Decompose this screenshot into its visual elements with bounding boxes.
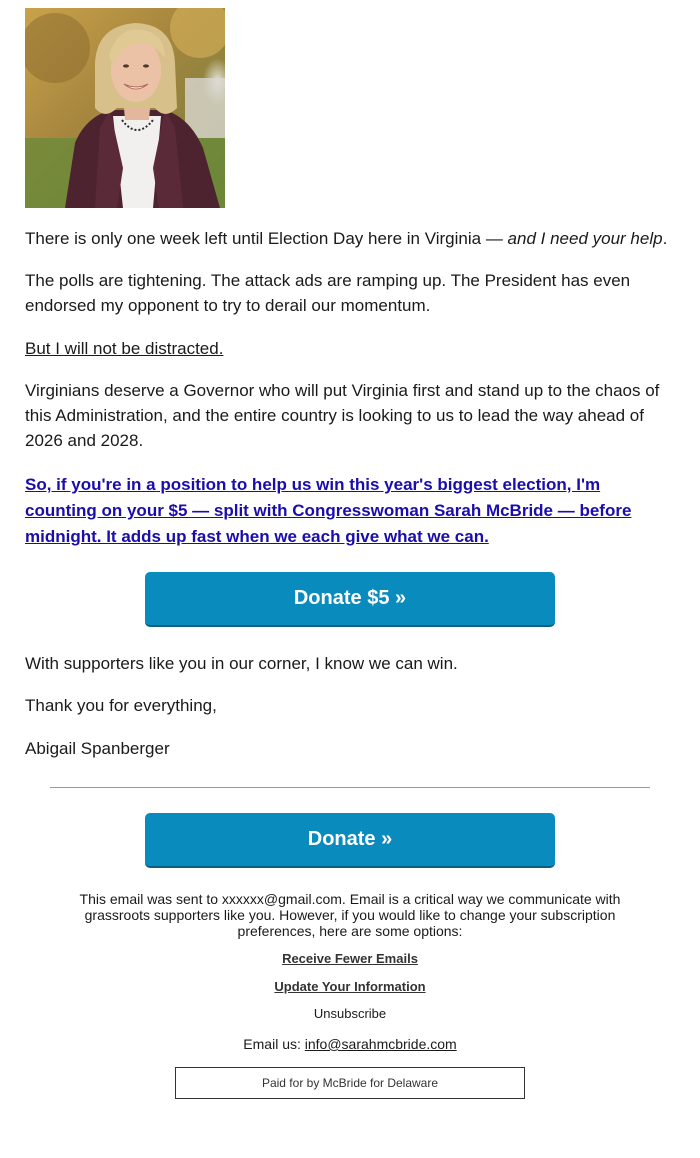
intro-emphasis: and I need your help: [507, 229, 663, 248]
supporters-paragraph: With supporters like you in our corner, I know we can win.: [25, 654, 458, 673]
contact-email-link[interactable]: info@sarahmcbride.com: [304, 1036, 457, 1052]
candidate-portrait-image: [25, 8, 225, 208]
signature: Abigail Spanberger: [25, 739, 170, 758]
update-information-link[interactable]: Update Your Information: [274, 979, 426, 994]
donation-ask-link[interactable]: So, if you're in a position to help us win this year's biggest election, I'm counting on your $5 — split with Congresswoman Sarah McBride — before midnight. It adds up fast when we each give what we can.: [25, 475, 632, 546]
intro-end: .: [662, 229, 668, 248]
virginians-paragraph: Virginians deserve a Governor who will put Virginia first and stand up to the chaos of this Administration, and the entire country is looking to us to lead the way ahead of 2026 and 2028.: [25, 381, 660, 450]
email-us-line: [0, 1036, 700, 1052]
divider: [50, 787, 650, 788]
polls-paragraph: The polls are tightening. The attack ads are ramping up. The President has even endorsed my opponent to try to derail our momentum.: [25, 271, 631, 315]
candidate-photo: [25, 8, 225, 208]
donate-button[interactable]: Donate »: [145, 813, 555, 868]
unsubscribe-link[interactable]: Unsubscribe: [313, 1006, 387, 1021]
intro-paragraph: [25, 226, 685, 251]
paid-for-disclaimer: Paid for by McBride for Delaware: [175, 1067, 525, 1099]
thank-you-paragraph: Thank you for everything,: [25, 696, 217, 715]
footer-notice: This email was sent to xxxxxx@gmail.com. Email is a critical way we communicate with grassroots supporters like you. However, if you would like to change your subscription preferences, here are some options:: [79, 891, 621, 939]
email-us-label: Email us:: [243, 1036, 305, 1052]
donate-5-button[interactable]: Donate $5 »: [145, 572, 555, 627]
not-distracted-paragraph: But I will not be distracted.: [25, 339, 224, 358]
receive-fewer-emails-link[interactable]: Receive Fewer Emails: [282, 951, 418, 966]
intro-text: There is only one week left until Election Day here in Virginia —: [25, 229, 508, 248]
